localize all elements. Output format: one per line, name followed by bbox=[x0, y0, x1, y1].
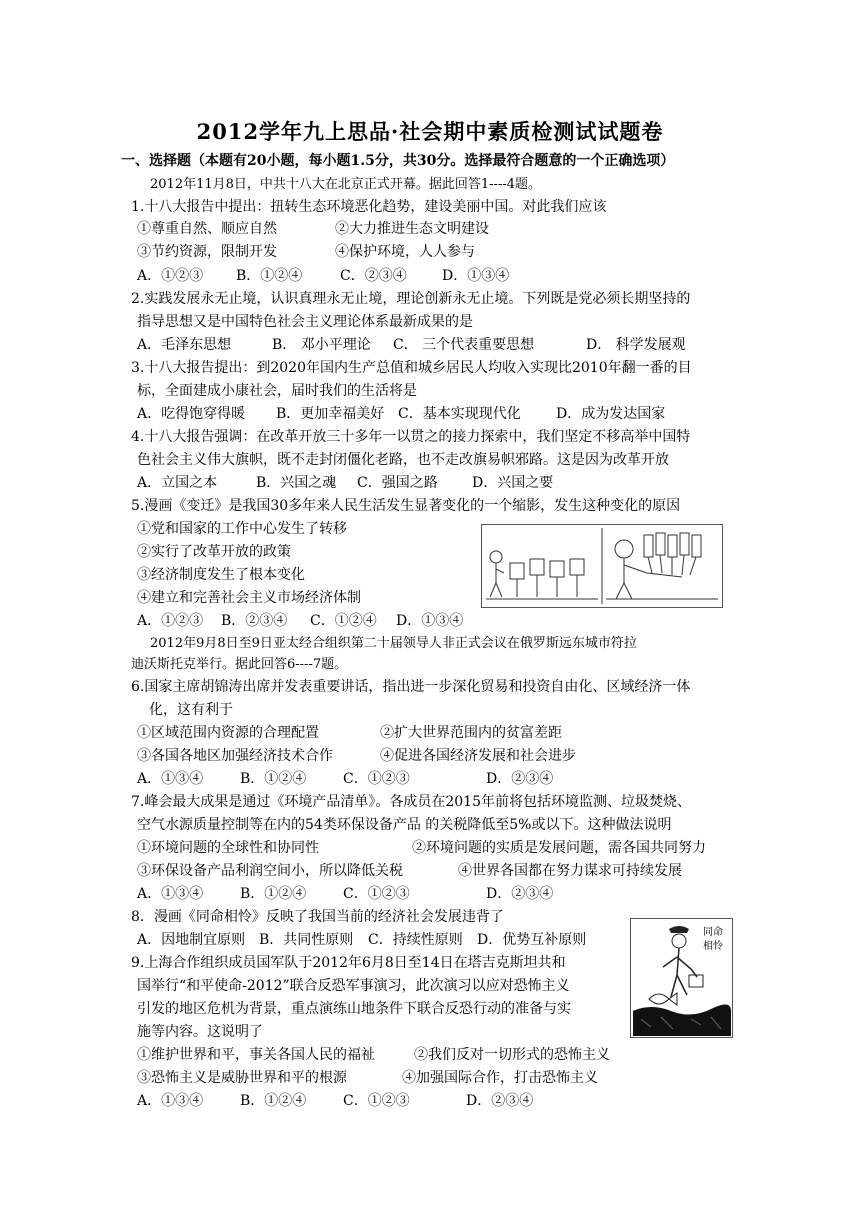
q7-statement-1: ①环境问题的全球性和协同性 bbox=[137, 840, 319, 856]
q5-statement-3: ③经济制度发生了根本变化 bbox=[137, 567, 305, 583]
q3-stem-line2: 标，全面建成小康社会，届时我们的生活将是 bbox=[137, 383, 417, 399]
q1-option-b: B．①②④ bbox=[236, 268, 303, 284]
q9-option-c: C．①②③ bbox=[343, 1093, 410, 1109]
q8-option-b: B．共同性原则 bbox=[259, 932, 354, 948]
q1-statement-2: ②大力推进生态文明建设 bbox=[335, 221, 489, 237]
q9-statement-3: ③恐怖主义是威胁世界和平的根源 bbox=[137, 1070, 347, 1086]
q7-option-b: B．①②④ bbox=[240, 886, 307, 902]
q2-option-a: A．毛泽东思想 bbox=[137, 337, 232, 353]
q7-statement-3: ③环保设备产品利润空间小，所以降低关税 bbox=[137, 863, 403, 879]
cartoon-changes-drawing bbox=[482, 525, 722, 607]
q5-stem: 5.漫画《变迁》是我国30多年来人民生活发生显著变化的一个缩影，发生这种变化的原因 bbox=[131, 498, 681, 514]
q6-statement-2: ②扩大世界范围内的贫富差距 bbox=[380, 725, 562, 741]
q3-option-c: C．基本实现现代化 bbox=[398, 406, 521, 422]
q8-stem: 8．漫画《同命相怜》反映了我国当前的经济社会发展违背了 bbox=[131, 909, 504, 925]
q4-option-a: A．立国之本 bbox=[137, 475, 218, 491]
q3-option-d: D．成为发达国家 bbox=[556, 406, 666, 422]
q2-option-c: C． 三个代表重要思想 bbox=[393, 337, 535, 353]
q9-stem-line4: 施等内容。这说明了 bbox=[137, 1024, 263, 1040]
q1-stem: 1.十八大报告中提出：扭转生态环境恶化趋势，建设美丽中国。对此我们应该 bbox=[131, 199, 607, 215]
section-heading: 一、选择题（本题有20小题，每小题1.5分，共30分。选择最符合题意的一个正确选项） bbox=[121, 153, 675, 169]
q8-option-d: D．优势互补原则 bbox=[477, 932, 587, 948]
cartoon-changes-image bbox=[481, 524, 723, 608]
q3-stem-line1: 3.十八大报告提出：到2020年国内生产总值和城乡居民人均收入实现比2010年翻一番的目 bbox=[131, 360, 692, 376]
q7-option-c: C．①②③ bbox=[343, 886, 410, 902]
q6-statement-4: ④促进各国经济发展和社会进步 bbox=[380, 748, 576, 764]
q6-option-a: A．①③④ bbox=[137, 771, 204, 787]
q8-option-a: A．因地制宜原则 bbox=[137, 932, 246, 948]
intro-apec-line1: 2012年9月8日至9日亚太经合组织第二十届领导人非正式会议在俄罗斯远东城市符拉 bbox=[150, 636, 637, 651]
q4-option-d: D．兴国之要 bbox=[472, 475, 554, 491]
q4-stem-line2: 色社会主义伟大旗帜，既不走封闭僵化老路，也不走改旗易帜邪路。这是因为改革开放 bbox=[137, 452, 669, 468]
q6-statement-3: ③各国各地区加强经济技术合作 bbox=[137, 748, 333, 764]
q5-statement-1: ①党和国家的工作中心发生了转移 bbox=[137, 521, 347, 537]
q6-stem-line2: 化，这有利于 bbox=[149, 702, 233, 718]
q5-option-a: A．①②③ bbox=[137, 613, 204, 629]
cartoon-shared-fate-image bbox=[630, 918, 733, 1038]
q9-option-d: D．②③④ bbox=[466, 1093, 534, 1109]
intro-18th-congress: 2012年11月8日，中共十八大在北京正式开幕。据此回答1----4题。 bbox=[150, 177, 542, 192]
q1-option-a: A．①②③ bbox=[137, 268, 204, 284]
exam-title: 2012学年九上思品·社会期中素质检测试试题卷 bbox=[196, 119, 664, 144]
q9-stem-line3: 引发的地区危机为背景，重点演练山地条件下联合反恐行动的准备与实 bbox=[137, 1001, 571, 1017]
cartoon-shared-fate-drawing bbox=[631, 919, 732, 1037]
q4-option-b: B．兴国之魂 bbox=[256, 475, 337, 491]
q5-option-b: B．②③④ bbox=[221, 613, 288, 629]
q5-statement-4: ④建立和完善社会主义市场经济体制 bbox=[137, 590, 361, 606]
q1-option-d: D．①③④ bbox=[442, 268, 510, 284]
q2-option-d: D． 科学发展观 bbox=[586, 337, 686, 353]
cartoon-caption-bottom: 相怜 bbox=[703, 941, 723, 952]
q8-option-c: C．持续性原则 bbox=[368, 932, 463, 948]
q3-option-a: A．吃得饱穿得暖 bbox=[137, 406, 246, 422]
q9-option-b: B．①②④ bbox=[240, 1093, 307, 1109]
q5-statement-2: ②实行了改革开放的政策 bbox=[137, 544, 291, 560]
q7-stem-line1: 7.峰会最大成果是通过《环境产品清单》。各成员在2015年前将包括环境监测、垃圾焚烧、 bbox=[131, 794, 691, 810]
q7-statement-4: ④世界各国都在努力谋求可持续发展 bbox=[458, 863, 682, 879]
q4-option-c: C．强国之路 bbox=[357, 475, 438, 491]
q7-stem-line2: 空气水源质量控制等在内的54类环保设备产品 的关税降低至5%或以下。这种做法说明 bbox=[137, 817, 672, 833]
q5-option-d: D．①③④ bbox=[396, 613, 464, 629]
q1-statement-1: ①尊重自然、顺应自然 bbox=[137, 221, 277, 237]
q9-stem-line2: 国举行“和平使命-2012”联合反恐军事演习，此次演习以应对恐怖主义 bbox=[137, 978, 570, 994]
q2-stem-line2: 指导思想又是中国特色社会主义理论体系最新成果的是 bbox=[137, 314, 473, 330]
q6-statement-1: ①区域范围内资源的合理配置 bbox=[137, 725, 319, 741]
q7-statement-2: ②环境问题的实质是发展问题，需各国共同努力 bbox=[412, 840, 706, 856]
q7-option-a: A．①③④ bbox=[137, 886, 204, 902]
q2-option-b: B． 邓小平理论 bbox=[272, 337, 371, 353]
q6-stem-line1: 6.国家主席胡锦涛出席并发表重要讲话，指出进一步深化贸易和投资自由化、区域经济一体 bbox=[131, 679, 691, 695]
q1-statement-4: ④保护环境，人人参与 bbox=[335, 244, 475, 260]
q9-statement-2: ②我们反对一切形式的恐怖主义 bbox=[414, 1047, 610, 1063]
q6-option-d: D．②③④ bbox=[486, 771, 554, 787]
q1-statement-3: ③节约资源，限制开发 bbox=[137, 244, 277, 260]
q6-option-c: C．①②③ bbox=[343, 771, 410, 787]
q9-statement-4: ④加强国际合作，打击恐怖主义 bbox=[402, 1070, 598, 1086]
q9-stem-line1: 9.上海合作组织成员国军队于2012年6月8日至14日在塔吉克斯坦共和 bbox=[131, 955, 566, 971]
q6-option-b: B．①②④ bbox=[240, 771, 307, 787]
q1-option-c: C．②③④ bbox=[340, 268, 407, 284]
q3-option-b: B．更加幸福美好 bbox=[276, 406, 385, 422]
q4-stem-line1: 4.十八大报告强调：在改革开放三十多年一以贯之的接力探索中，我们坚定不移高举中国特 bbox=[131, 429, 691, 445]
q9-statement-1: ①维护世界和平，事关各国人民的福祉 bbox=[137, 1047, 375, 1063]
q9-option-a: A．①③④ bbox=[137, 1093, 204, 1109]
cartoon-caption-top: 同命 bbox=[703, 927, 723, 938]
intro-apec-line2: 迪沃斯托克举行。据此回答6----7题。 bbox=[131, 657, 348, 672]
q7-option-d: D．②③④ bbox=[486, 886, 554, 902]
q2-stem-line1: 2.实践发展永无止境，认识真理永无止境，理论创新永无止境。下列既是党必须长期坚持的 bbox=[131, 291, 691, 307]
q5-option-c: C．①②④ bbox=[310, 613, 377, 629]
